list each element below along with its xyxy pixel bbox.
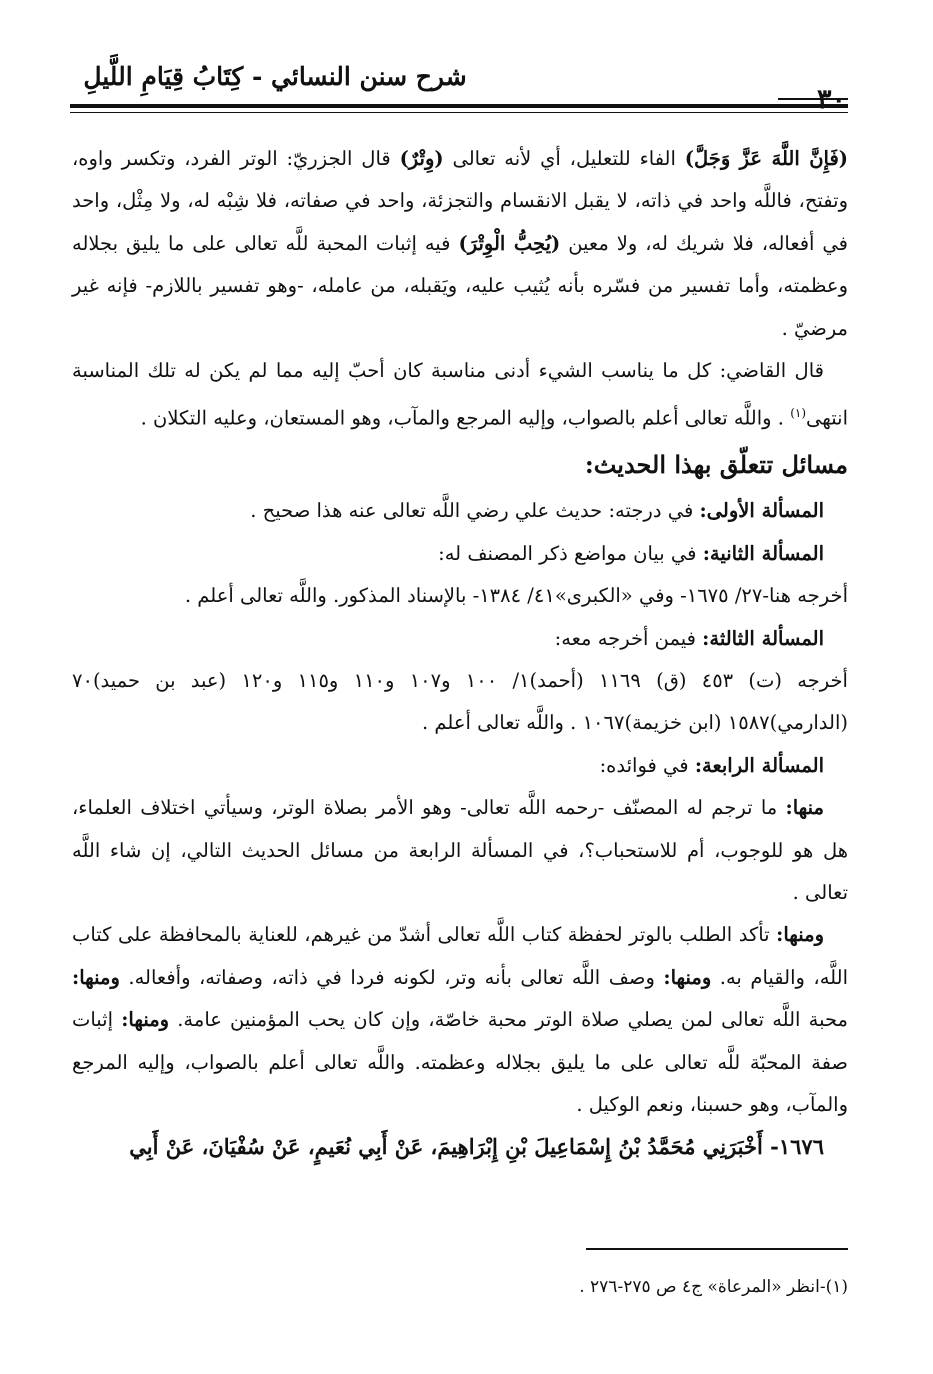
text-run: إثبات صفة المحبّة للَّه تعالى على ما يليق بجلاله وعظمته. واللَّه تعالى أعلم بالصواب، وإليه المرجع والمآب، وهو حسبنا، ونعم الوكيل . [72, 1008, 848, 1117]
running-title: شرح سنن النسائي - كِتَابُ قِيَامِ اللَّيلِ [83, 62, 467, 91]
text-run: قال القاضي: كل ما يناسب الشيء أدنى مناسبة كان أحبّ إليه مما لم يكن له تلك المناسبة انتهى [72, 359, 848, 430]
benefit-label: ومنها: [121, 1008, 170, 1032]
benefit-label: منها: [785, 796, 824, 820]
text-run: في درجته: حديث علي رضي اللَّه تعالى عنه هذا صحيح . [250, 499, 700, 523]
text-run: محبة اللَّه تعالى لمن يصلي صلاة الوتر محبة خاصّة، وإن كان يحب المؤمنين عامة. [169, 1008, 848, 1032]
text-run: وصف اللَّه تعالى بأنه وتر، لكونه فردا في ذاته، وصفاته، وأفعاله. [119, 965, 664, 989]
text-run: تأكد الطلب بالوتر لحفظة كتاب اللَّه تعالى أشدّ من غيرهم، للعناية بالمحافظة على كتاب اللَّه، والقيام به. [72, 923, 848, 989]
footnote: (١)-انظر «المرعاة» ج٤ ص ٢٧٥-٢٧٦ . [579, 1277, 848, 1297]
issue-label: المسألة الرابعة: [694, 753, 824, 777]
footnote-separator [586, 1248, 848, 1250]
text-run: ما ترجم له المصنّف -رحمه اللَّه تعالى- وهو الأمر بصلاة الوتر، وسيأتي اختلاف العلماء، هل هو للوجوب، أم للاستحباب؟، في المسألة الرابعة من مسائل الحديث التالي، إن شاء اللَّه تعالى . [72, 796, 848, 904]
issue-1 [72, 490, 848, 532]
issue-label: المسألة الثانية: [702, 541, 824, 565]
issue-3-detail: أخرجه (ت) ٤٥٣ (ق) ١١٦٩ (أحمد)١/ ١٠٠ و١٠٧ و١١٠ و١١٥ و١٢٠ (عبد بن حميد)٧٠ (الدارمي)١٥٨٧ (ابن خزيمة)١٠٦٧ . واللَّه تعالى أعلم . [72, 668, 848, 735]
text-run: في فوائده: [599, 753, 695, 777]
header-rule-short [778, 98, 848, 100]
main-text [72, 138, 848, 1169]
benefit-label: ومنها: [663, 965, 712, 989]
text-run: فيه إثبات المحبة للَّه تعالى على ما يليق بجلاله وعظمته، وأما تفسير من فسّره بأنه يُثيب عليه، ويَقبله، من عامله، -وهو تفسير باللازم- فإنه غير مرضيّ . [72, 231, 848, 340]
text-run: . واللَّه تعالى أعلم بالصواب، وإليه المرجع والمآب، وهو المستعان، وعليه التكلان . [140, 406, 791, 430]
header-rule-thin [70, 112, 848, 113]
hadith-narration: ١٦٧٦- أَخْبَرَنِي مُحَمَّدُ بْنُ إِسْمَاعِيلَ بْنِ إِبْرَاهِيمَ، عَنْ أَبِي نُعَيمٍ، عَنْ سُفْيَانَ، عَنْ أَبِي [129, 1134, 824, 1160]
issue-3 [72, 618, 848, 660]
issue-2-detail: أخرجه هنا-٢٧/ ١٦٧٥- وفي «الكبرى»٤١/ ١٣٨٤- بالإسناد المذكور. واللَّه تعالى أعلم . [184, 584, 848, 608]
paragraph-qadi [72, 350, 848, 440]
quoted-phrase: (يُحِبُّ الْوِتْرَ) [458, 231, 561, 255]
text-run: في بيان مواضع ذكر المصنف له: [438, 541, 703, 565]
issue-label: المسألة الثالثة: [702, 626, 824, 650]
benefit-label: ومنها: [776, 923, 824, 947]
footnote-marker: (١) [790, 406, 807, 421]
paragraph-commentary [72, 138, 848, 350]
issue-4 [72, 745, 848, 787]
quoted-phrase: (فَإِنَّ اللَّهَ عَزَّ وَجَلَّ) [684, 147, 849, 170]
header-rule-thick [70, 104, 848, 108]
text-run: قال الجزريّ: الوتر الفرد، وتكسر واوه، وتفتح، فاللَّه واحد في ذاته، لا يقبل الانقسام والتجزئة، واحد في صفاته، فلا شِبْه له، ولا مِثْل، واحد في أفعاله، فلا شريك له، ولا معين [72, 147, 848, 255]
benefit-1 [72, 787, 848, 914]
issue-2 [72, 533, 848, 575]
issue-label: المسألة الأولى: [699, 499, 824, 523]
benefit-label: ومنها: [72, 965, 120, 989]
section-heading: مسائل تتعلّق بهذا الحديث: [584, 450, 848, 480]
page-header [70, 62, 848, 122]
benefits-continued [72, 914, 848, 1126]
quoted-phrase: (وِتْرٌ) [399, 147, 444, 170]
text-run: الفاء للتعليل، أي لأنه تعالى [443, 147, 685, 170]
text-run: فيمن أخرجه معه: [554, 626, 703, 650]
